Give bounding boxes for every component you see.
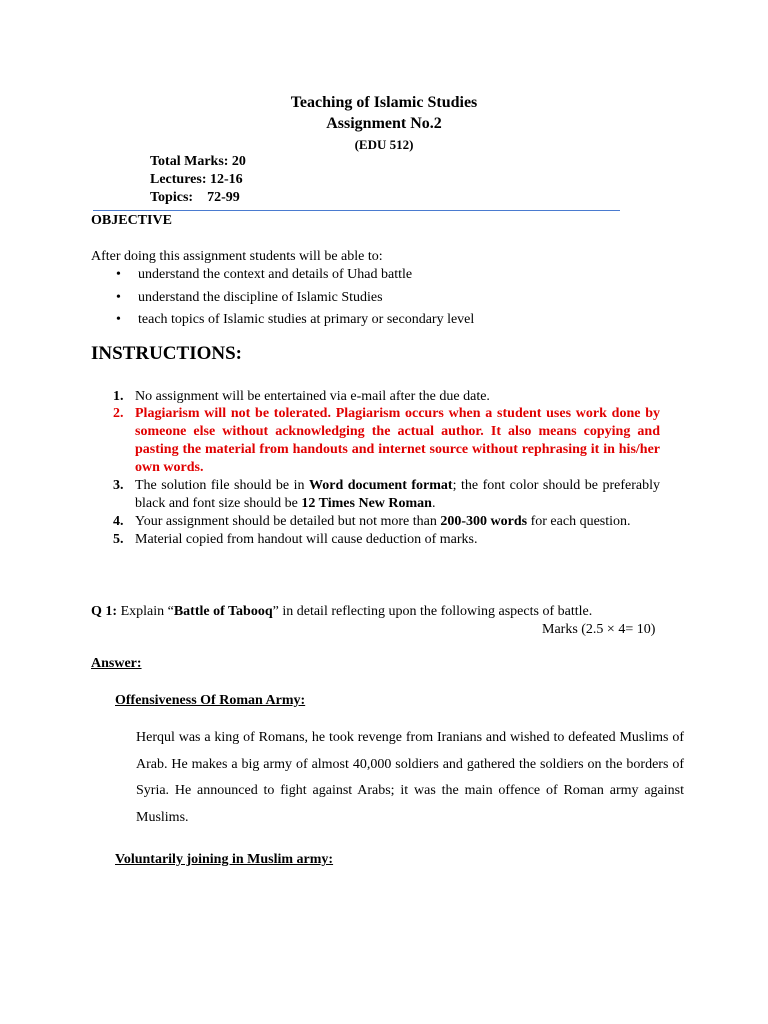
question-1: Q 1: Explain “Battle of Tabooq” in detail reflecting upon the following aspects of battle. bbox=[91, 604, 593, 619]
answer-heading: Answer: bbox=[91, 656, 142, 671]
course-code: (EDU 512) bbox=[354, 137, 414, 152]
bullet-icon: • bbox=[116, 290, 121, 305]
instruction-item: 1. No assignment will be entertained via e-mail after the due date. bbox=[113, 389, 490, 404]
lectures: Lectures: 12-16 bbox=[150, 172, 243, 187]
bullet-icon: • bbox=[116, 312, 121, 327]
question-marks: Marks (2.5 × 4= 10) bbox=[542, 622, 656, 637]
total-marks: Total Marks: 20 bbox=[150, 154, 246, 169]
objective-intro: After doing this assignment students will be able to: bbox=[91, 249, 383, 264]
objective-heading: OBJECTIVE bbox=[91, 213, 172, 228]
instruction-item: 3. The solution file should be in Word document format; the font color should be preferably black and font size should be 12 Times New Roman. bbox=[113, 478, 660, 511]
document-page: Teaching of Islamic Studies Assignment No.2 (EDU 512) Total Marks: 20 Lectures: 12-16 Topics: 72-99 OBJECTIVE After doing this assignment students will be able to: • understand the context and details of Uhad battle • understand the discipline of Islamic Studies • teach topics of Islamic studies at primary or secondary level INSTRUCTIONS: 1. No assignment will be entertained via e-mail after the due date. 2. Plagiarism will not be tolerated. Plagiarism occurs when a student uses work done by someone else without acknowledging the actual author. It also means copying and pasting the material from handouts and internet source without rephrasing it in his/her own words. 3. The solution file should be in Word document format; the font color should be preferably black and font size should be 12 Times New Roman. 4. Your assignment should be detailed but not more than 200-300 words for each question. 5. Material copied from handout will cause deduction of marks. Q 1: Explain “Battle of Tabooq” in detail reflecting upon the following aspects of battle. Marks (2.5 × 4= 10) Answer: Offensiveness Of Roman Army: Herqul was a king of Romans, he took revenge from Iranians and wished to defeated Muslims of Arab. He makes a big army of almost 40,000 soldiers and gathered the soldiers on the borders of Syria. He announced to fight against Arabs; it was the main offence of Roman army against Muslims. Voluntarily joining in Muslim army: bbox=[0, 0, 768, 1024]
divider-line bbox=[93, 210, 620, 211]
section-heading: Offensiveness Of Roman Army: bbox=[115, 693, 306, 708]
section-heading: Voluntarily joining in Muslim army: bbox=[115, 852, 334, 867]
instruction-item: 4. Your assignment should be detailed but not more than 200-300 words for each question. bbox=[113, 514, 631, 529]
assignment-number: Assignment No.2 bbox=[326, 115, 442, 132]
bullet-icon: • bbox=[116, 267, 121, 282]
document-title: Teaching of Islamic Studies bbox=[290, 94, 478, 111]
instructions-heading: INSTRUCTIONS: bbox=[91, 343, 242, 364]
instruction-item: 5. Material copied from handout will cause deduction of marks. bbox=[113, 532, 478, 547]
section-paragraph: Herqul was a king of Romans, he took revenge from Iranians and wished to defeated Muslims of Arab. He makes a big army of almost 40,000 soldiers and gathered the soldiers on the borders of Syria. He announced to fight against Arabs; it was the main offence of Roman army against Muslims. bbox=[136, 730, 684, 825]
topics: Topics: 72-99 bbox=[150, 190, 240, 205]
instruction-item: 2. Plagiarism will not be tolerated. Plagiarism occurs when a student uses work done by someone else without acknowledging the actual author. It also means copying and pasting the material from handouts and internet source without rephrasing it in his/her own words. bbox=[113, 406, 660, 475]
